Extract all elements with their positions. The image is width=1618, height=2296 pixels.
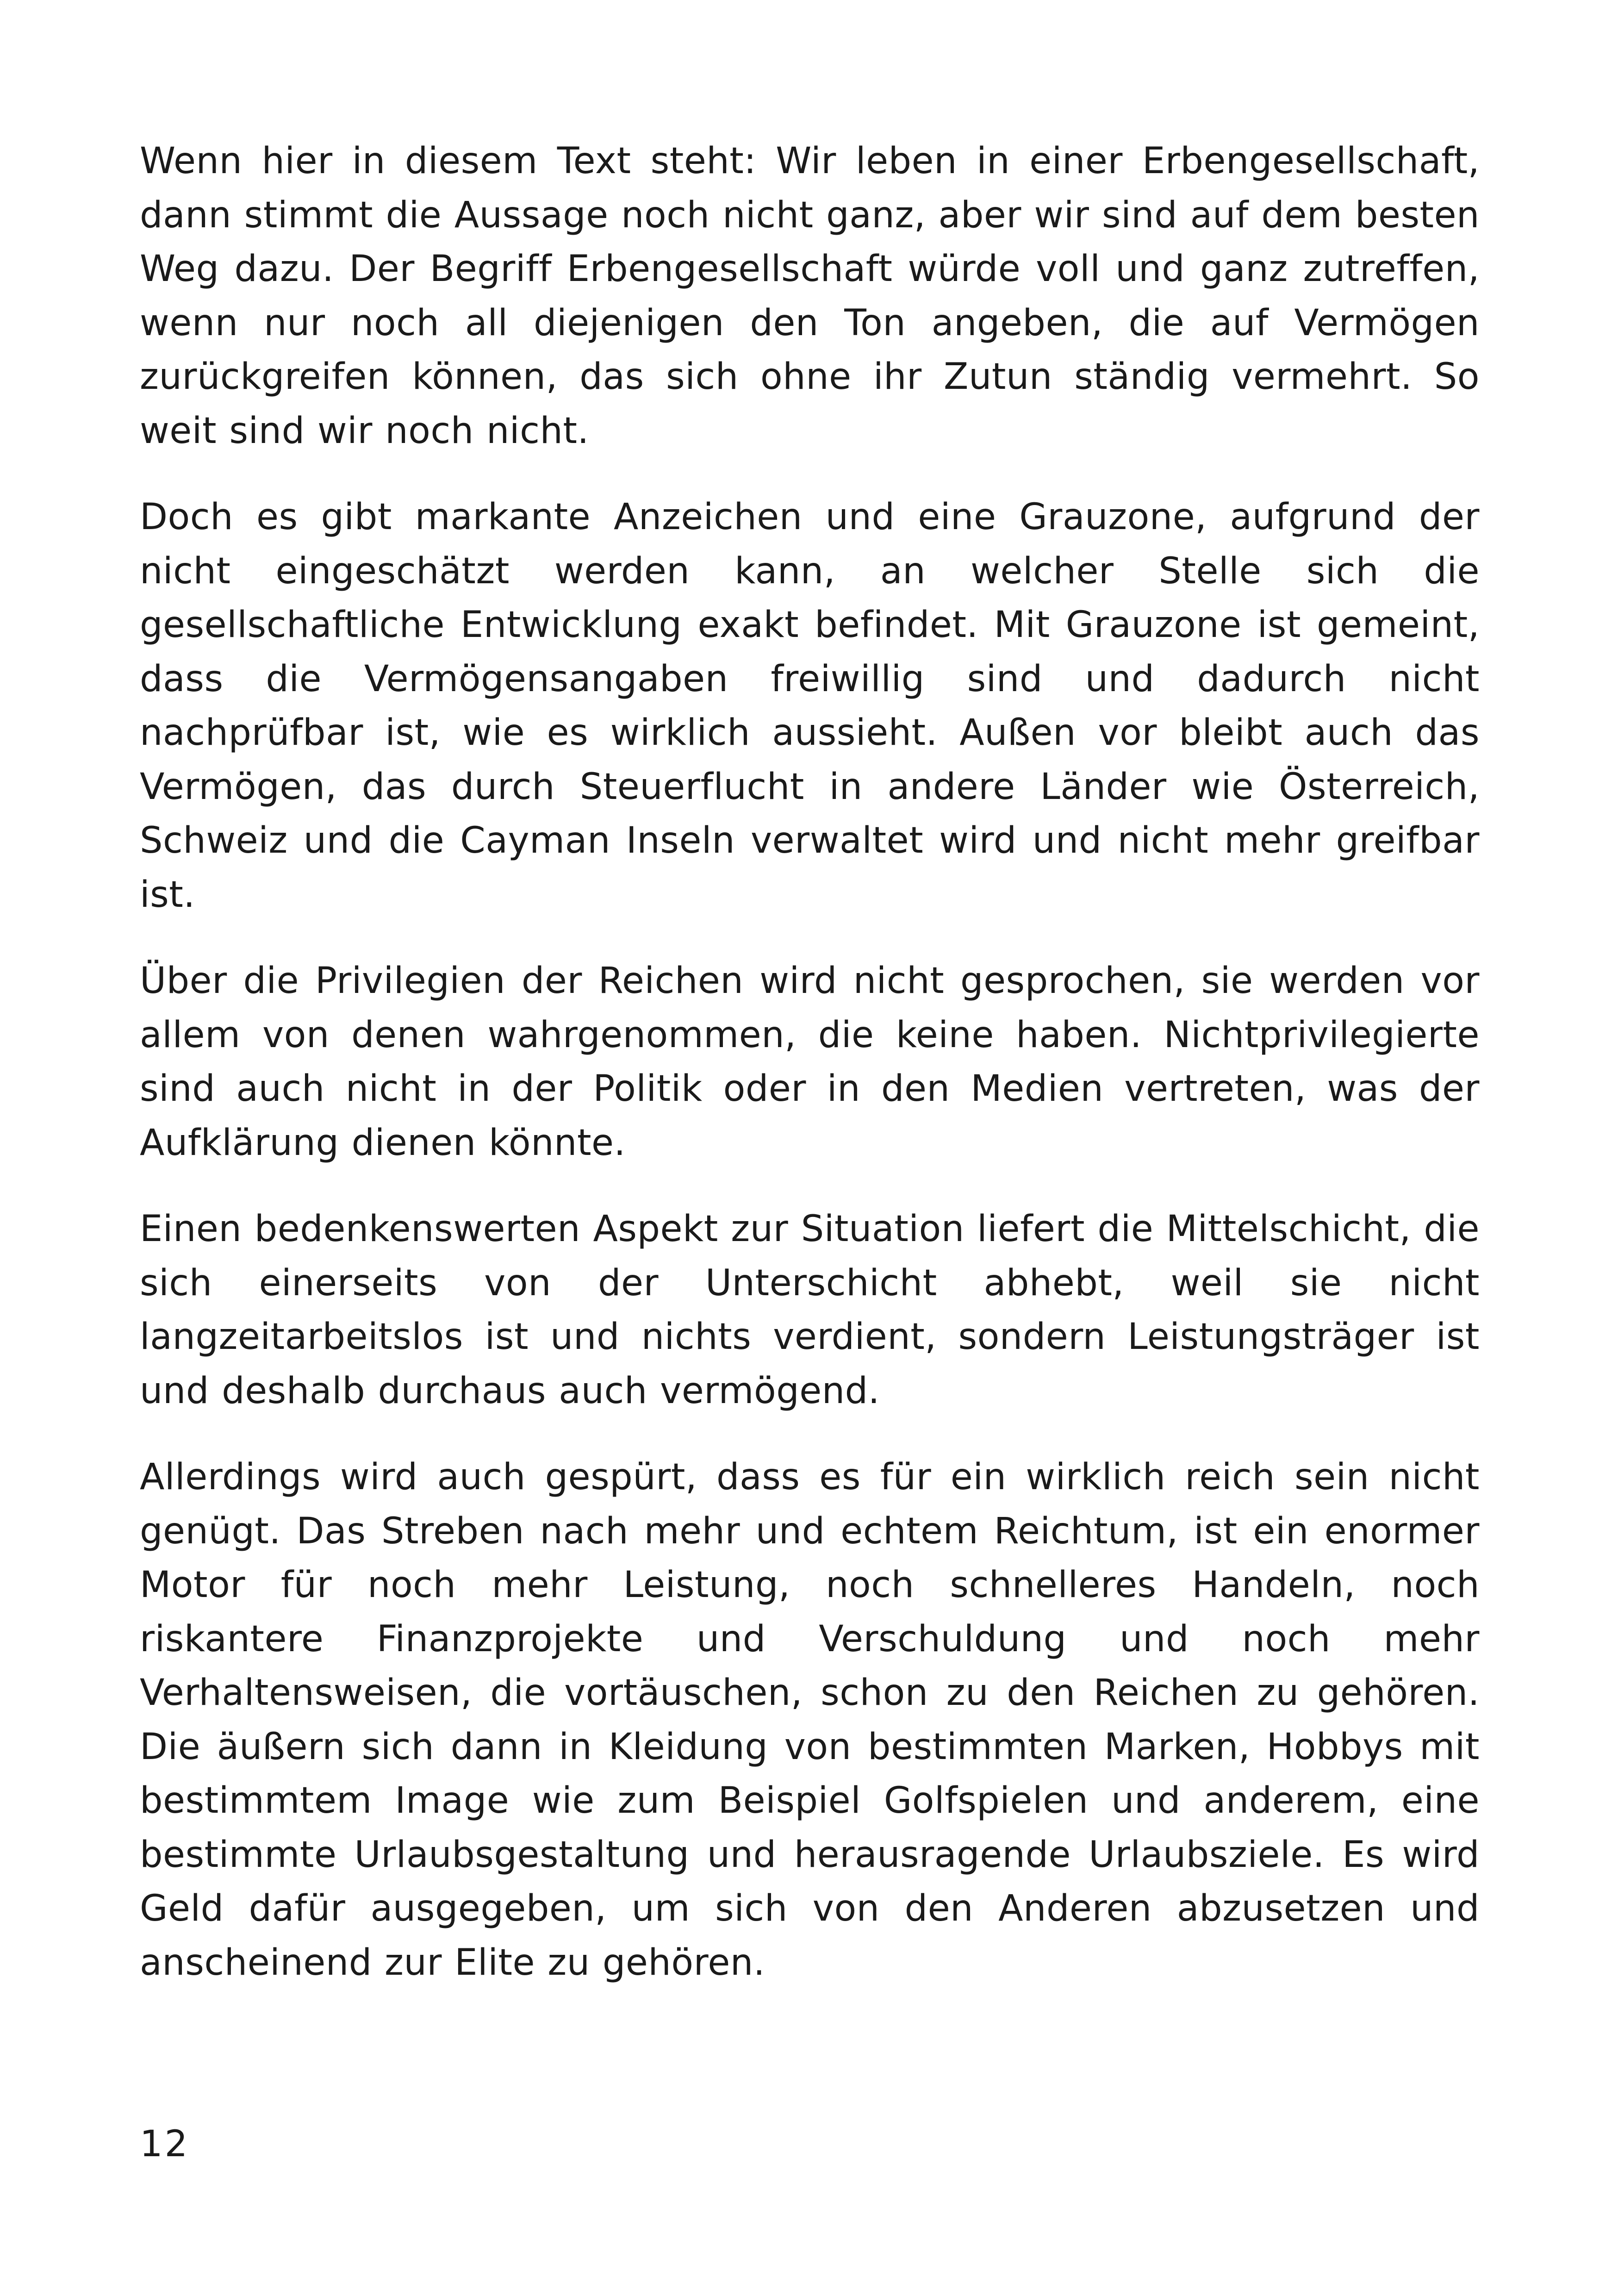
paragraph-4: Einen bedenkenswerten Aspekt zur Situation liefert die Mittelschicht, die sich einerseits von der Unterschicht abhebt, weil sie nicht langzeitarbeitslos ist und nichts verdient, sondern Leistungsträger ist und deshalb durchaus auch vermögend. bbox=[140, 1208, 1480, 1412]
paragraph-5: Allerdings wird auch gespürt, dass es für ein wirklich reich sein nicht genügt. Das Streben nach mehr und echtem Reichtum, ist ein enormer Motor für noch mehr Leistung, noch schnelleres Handeln, noch riskantere Finanzprojekte und Verschuldung und noch mehr Verhaltensweisen, die vortäuschen, schon zu den Reichen zu gehören. Die äußern sich dann in Kleidung von bestimmten Marken, Hobbys mit bestimmtem Image wie zum Beispiel Golfspielen und anderem, eine bestimmte Urlaubsgestaltung und herausragende Urlaubsziele. Es wird Geld dafür ausgegeben, um sich von den Anderen abzusetzen und anscheinend zur Elite zu gehören. bbox=[140, 1456, 1480, 1984]
paragraph-1: Wenn hier in diesem Text steht: Wir leben in einer Erbengesellschaft, dann stimmt die Aussage noch nicht ganz, aber wir sind auf dem besten Weg dazu. Der Begriff Erbengesellschaft würde voll und ganz zutreffen, wenn nur noch all diejenigen den Ton angeben, die auf Vermögen zurückgreifen können, das sich ohne ihr Zutun ständig vermehrt. So weit sind wir noch nicht. bbox=[140, 140, 1480, 452]
paragraph-2: Doch es gibt markante Anzeichen und eine Grauzone, aufgrund der nicht eingeschätzt werden kann, an welcher Stelle sich die gesellschaftliche Entwicklung exakt befindet. Mit Grauzone ist gemeint, dass die Vermögensangaben freiwillig sind und dadurch nicht nachprüfbar ist, wie es wirklich aussieht. Außen vor bleibt auch das Vermögen, das durch Steuerflucht in andere Länder wie Österreich, Schweiz und die Cayman Inseln verwaltet wird und nicht mehr greifbar ist. bbox=[140, 496, 1480, 916]
page-number: 12 bbox=[140, 2123, 190, 2165]
paragraph-3: Über die Privilegien der Reichen wird nicht gesprochen, sie werden vor allem von denen wahrgenommen, die keine haben. Nichtprivilegierte sind auch nicht in der Politik oder in den Medien vertreten, was der Aufklärung dienen könnte. bbox=[140, 960, 1480, 1164]
body-text bbox=[140, 134, 1480, 2022]
